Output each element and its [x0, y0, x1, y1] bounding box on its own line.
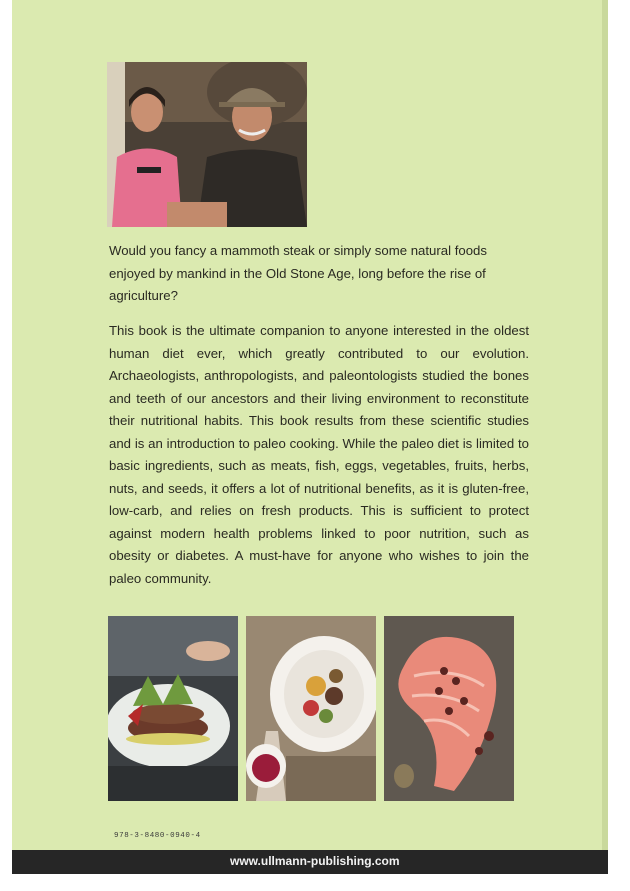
salad-bowl-photo — [246, 616, 376, 801]
intro-paragraph: Would you fancy a mammoth steak or simply some natural foods enjoyed by mankind in the Old Stone Age, long before the rise of agriculture? — [109, 243, 487, 303]
salmon-fillet-photo — [384, 616, 514, 801]
isbn-text: 978-3-8480-0940-4 — [114, 832, 201, 840]
back-cover — [12, 0, 608, 866]
authors-photo — [107, 62, 307, 227]
publisher-website[interactable]: www.ullmann-publishing.com — [230, 854, 400, 868]
publisher-footer-bar — [12, 850, 608, 874]
description-paragraph: This book is the ultimate companion to anyone interested in the oldest human diet ever, which greatly contributed to our evolution. Archaeologists, anthropologists, and paleontologists studied the bones and teeth of our ancestors and their living environment to reconstitute their nutritional habits. This book results from these scientific studies and is an introduction to paleo cooking. While the paleo diet is limited to basic ingredients, such as meats, fish, eggs, vegetables, fruits, herbs, nuts, and seeds, it offers a lot of nutritional benefits, as it is gluten-free, low-carb, and relies on fresh products. This is sufficient to protect against modern health problems linked to poor nutrition, such as obesity or diabetes. A must-have for anyone who wishes to join the paleo community. — [109, 323, 529, 586]
burger-photo — [108, 616, 238, 801]
